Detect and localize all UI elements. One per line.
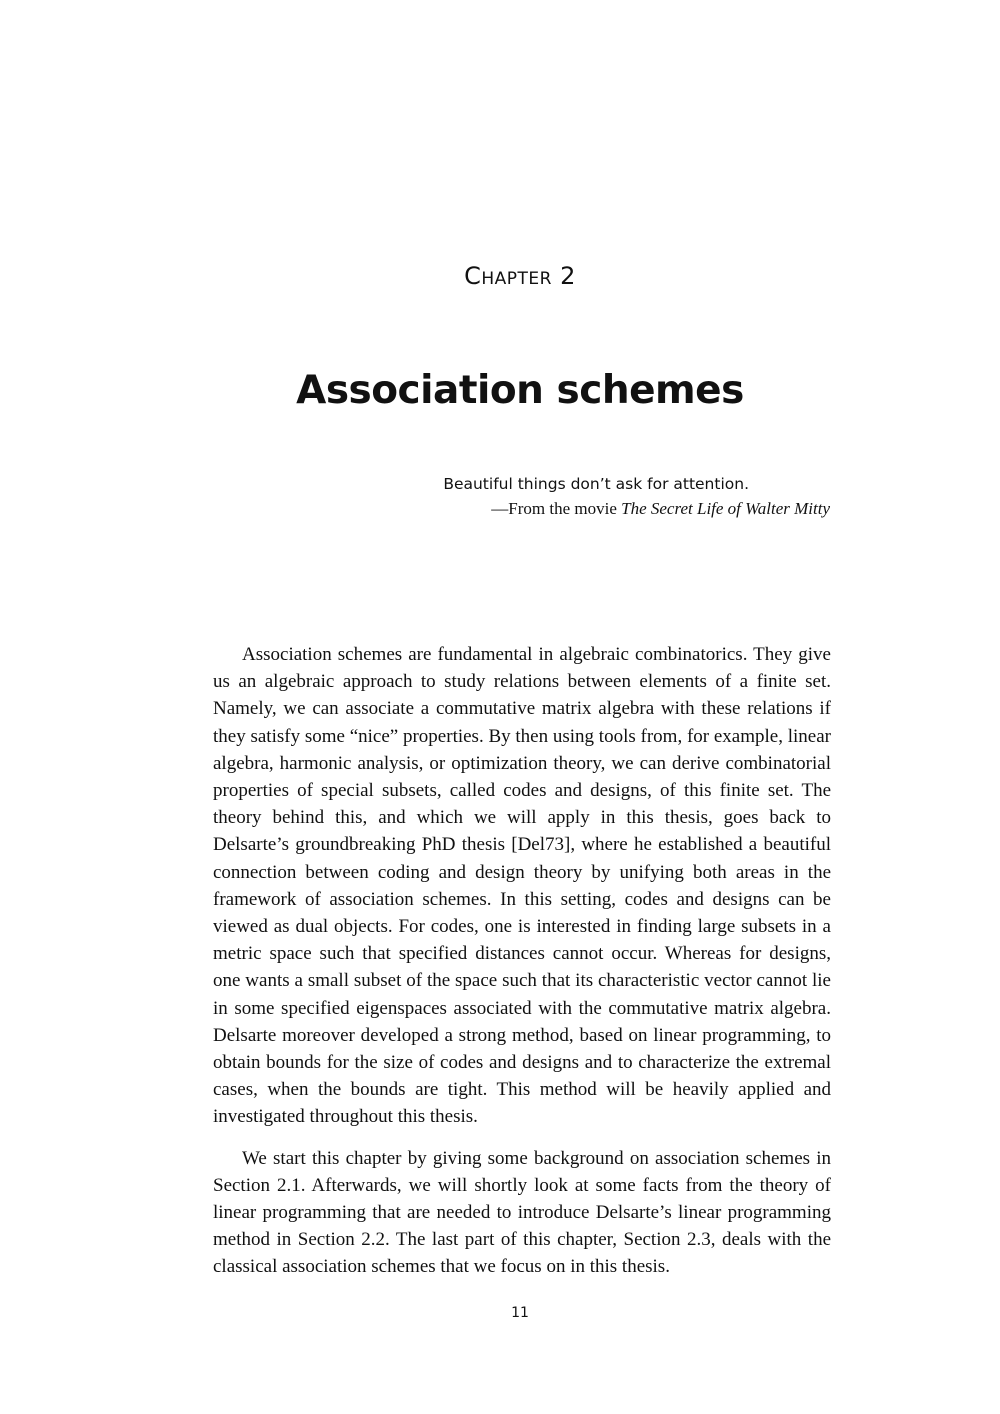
epigraph-source-title: The Secret Life of Walter Mitty bbox=[621, 499, 830, 518]
epigraph bbox=[443, 472, 830, 522]
epigraph-source bbox=[443, 496, 830, 522]
epigraph-quote: Beautiful things don’t ask for attention. bbox=[443, 475, 749, 493]
epigraph-source-prefix: —From the movie bbox=[491, 499, 622, 518]
body-paragraph-1: Association schemes are fundamental in algebraic combinatorics. They give us an algebraic approach to study relations between elements of a finite set. Namely, we can associate a commutative matrix algebra with these relations if they satisfy some “nice” properties. By then using tools from, for example, linear algebra, harmonic analysis, or optimization theory, we can derive combinatorial properties of special subsets, called codes and designs, of this finite set. The theory behind this, and which we will apply in this thesis, goes back to Delsarte’s groundbreaking PhD thesis [Del73], where he established a beautiful connection between coding and design theory by unifying both areas in the framework of association schemes. In this setting, codes and designs can be viewed as dual objects. For codes, one is interested in finding large subsets in a metric space such that specified distances cannot occur. Whereas for designs, one wants a small subset of the space such that its characteristic vector cannot lie in some specified eigenspaces associated with the commutative matrix algebra. Delsarte moreover developed a strong method, based on linear programming, to obtain bounds for the size of codes and designs and to characterize the extremal cases, when the bounds are tight. This method will be heavily applied and investigated throughout this thesis. bbox=[213, 644, 831, 1128]
chapter-title: Association schemes bbox=[296, 368, 744, 414]
chapter-body bbox=[213, 641, 831, 1281]
body-paragraph-2: We start this chapter by giving some background on association schemes in Section 2.1. Afterwards, we will shortly look at some facts from the theory of linear programming that are needed to introduce Delsarte’s linear programming method in Section 2.2. The last part of this chapter, Section 2.3, deals with the classical association schemes that we focus on in this thesis. bbox=[213, 1147, 831, 1278]
chapter-label: Chapter 2 bbox=[464, 262, 576, 290]
page-number: 11 bbox=[511, 1305, 529, 1321]
